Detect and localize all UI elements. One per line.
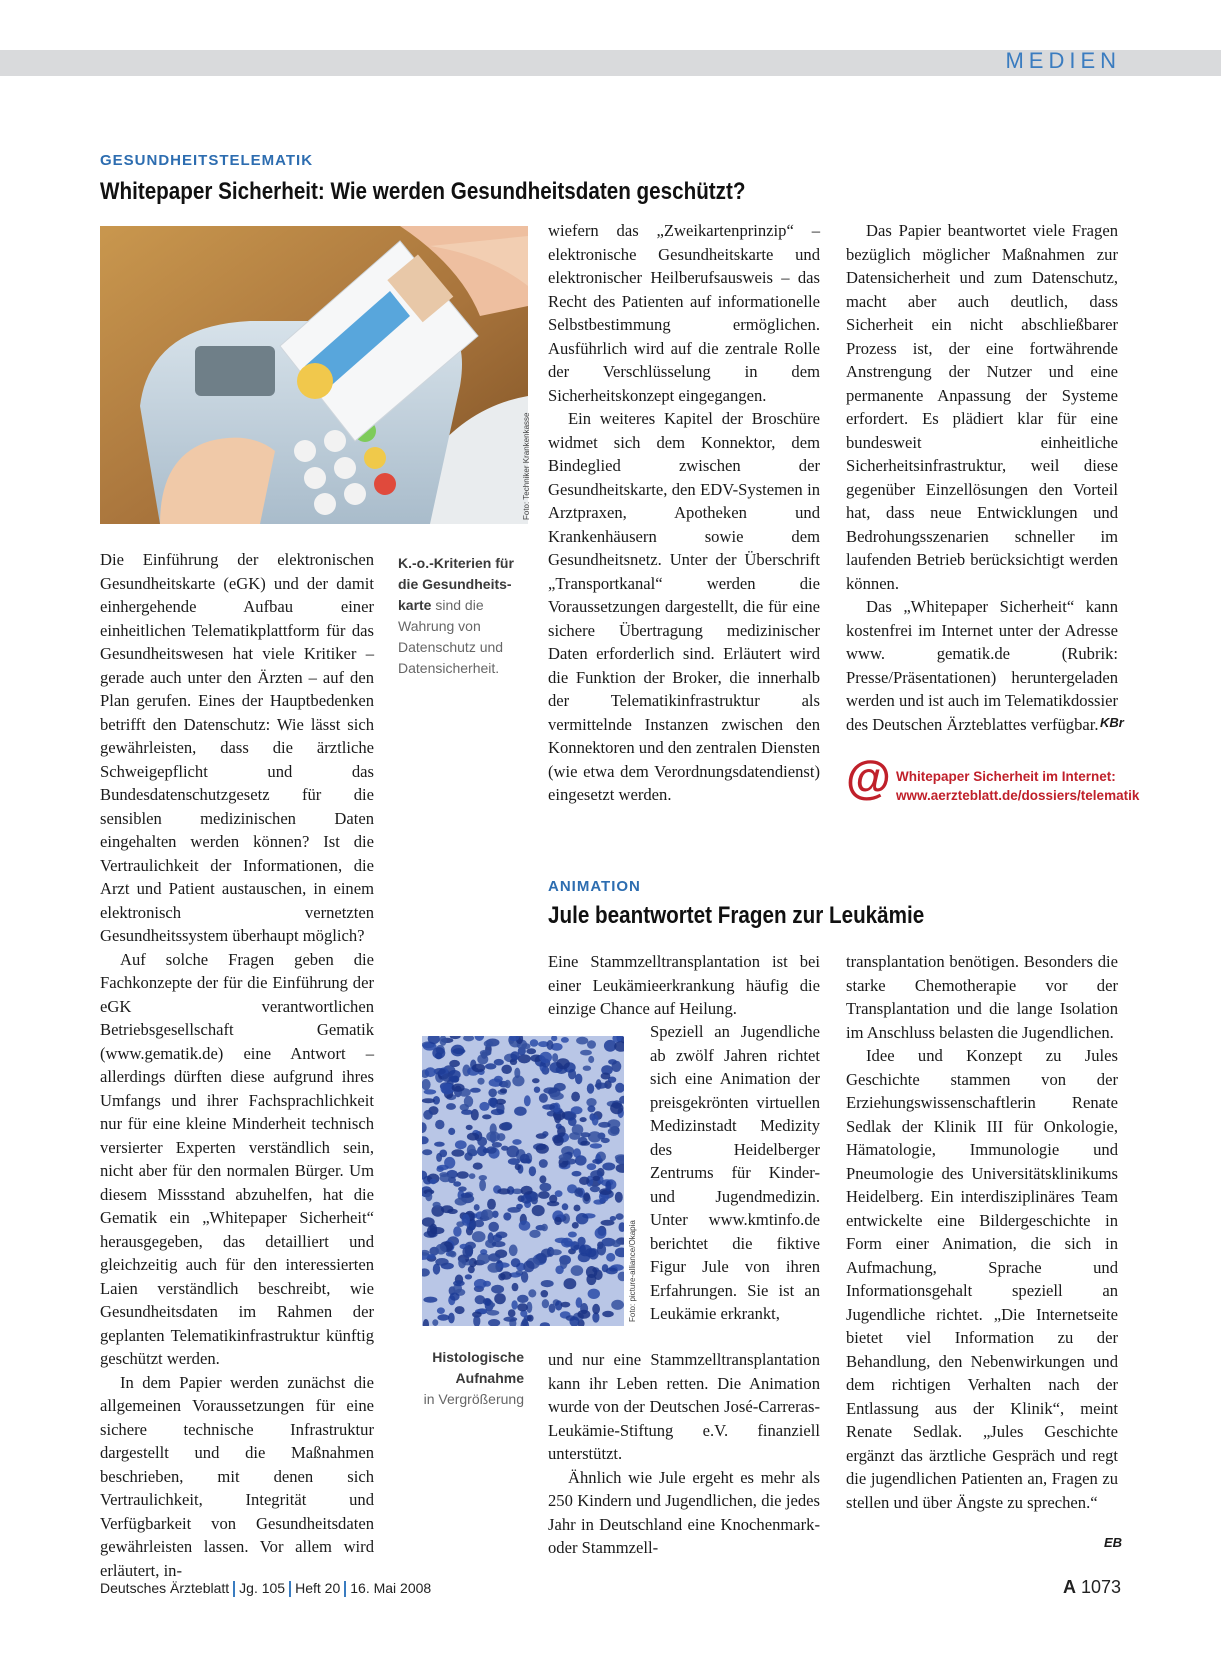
article1-column-2	[548, 219, 820, 807]
article2-column-2-bottom	[548, 1348, 820, 1560]
article2-photo-credit: Foto: picture-alliance/Okapia	[628, 1220, 637, 1322]
page-prefix: A	[1062, 1577, 1076, 1597]
issue: Heft 20	[295, 1580, 341, 1596]
article2-signature: EB	[1104, 1535, 1123, 1550]
caption-emphasis: Histologische Aufnahme	[432, 1349, 524, 1386]
article1-kicker: GESUNDHEITSTELEMATIK	[100, 152, 314, 169]
article1-column-1	[100, 548, 374, 1582]
volume: Jg. 105	[239, 1580, 286, 1596]
article2-kicker: ANIMATION	[548, 878, 641, 895]
paragraph: Die Einführung der elektronischen Gesundheitskarte (eGK) und der damit einhergehende Aufbau einer einheitlichen Telematikplattform für das Gesundheitswesen hat viele Kritiker – gerade auch unter den Ärzten – auf den Plan gerufen. Eines der Hauptbedenken betrifft den Datenschutz: Wie lässt sich gewährleisten, dass die ärztliche Schweigepflicht und das Bundesdatenschutzgesetz für die sensiblen medizinischen Daten eingehalten werden können? Ist die Vertraulichkeit der Informationen, die Arzt und Patient austauschen, in einem elektronisch vernetzten Gesundheitssystem überhaupt möglich?	[100, 550, 374, 945]
web-link-url[interactable]: www.aerzteblatt.de/dossiers/telematik	[896, 788, 1140, 803]
paragraph: Das „Whitepaper Sicherheit“ kann kostenfrei im Internet unter der Adresse www. gematik.de (Rubrik: Presse/Präsentationen) heruntergeladen werden und ist auch im Telematikdossier des Deutschen Ärzteblattes verfügbar.	[846, 597, 1118, 734]
article1-signature: KBr	[1100, 715, 1124, 730]
paragraph: Das Papier beantwortet viele Fragen bezüglich möglicher Maßnahmen zur Datensicherheit und zum Datenschutz, macht aber auch deutlich, dass Sicherheit ein nicht abschließbarer Prozess ist, der eine fortwährende Anstrengung der Nutzer und eine permanente Anpassung der Systeme erfordert. Es plädiert klar für eine bundesweit einheitliche Sicherheitsinfrastruktur, weil diese gegenüber Einzellösungen den Vorteil hat, dass neue Entwicklungen und Bedrohungsszenarien schneller im laufenden Betrieb berücksichtigt werden können.	[846, 221, 1118, 593]
paragraph: Ein weiteres Kapitel der Broschüre widmet sich dem Konnektor, dem Bindeglied zwischen der Gesundheitskarte, den EDV-Systemen in Arztpraxen, Apotheken und Krankenhäusern sowie dem Gesundheitsnetz. Unter der Überschrift „Transportkanal“ werden die Voraussetzungen dargestellt, die für eine sichere Übertragung medizinischer Daten erforderlich sind. Erläutert wird die Funktion der Broker, die innerhalb der Telematikinfrastruktur als vermittelnde Instanzen zwischen den Konnektoren und den zentralen Diensten (wie etwa dem Verordnungsdatendienst) eingesetzt werden.	[548, 409, 820, 804]
footer-citation	[100, 1580, 431, 1597]
section-label: MEDIEN	[1005, 48, 1121, 73]
article2-column-3	[846, 950, 1118, 1514]
separator	[344, 1581, 346, 1597]
health-card-photo	[100, 226, 528, 524]
separator	[289, 1581, 291, 1597]
page-number-value: 1073	[1080, 1577, 1121, 1597]
paragraph: transplantation benötigen. Besonders die starke Chemotherapie vor der Transplantation und die lange Isolation im Anschluss belasten die Jugendlichen.	[846, 952, 1118, 1042]
caption-text: sind die Wahrung von Datenschutz und Datensicherheit.	[398, 597, 504, 676]
page-number	[1063, 1577, 1121, 1598]
article1-column-3	[846, 219, 1118, 736]
article2-column-2-top	[548, 950, 820, 1021]
paragraph: Eine Stammzelltransplantation ist bei einer Leukämieerkrankung häufig die einzige Chance auf Heilung.	[548, 952, 820, 1018]
at-icon: @	[846, 751, 891, 803]
article2-headline: Jule beantwortet Fragen zur Leukämie	[548, 902, 925, 929]
paragraph: Speziell an Jugendliche ab zwölf Jahren richtet sich eine Animation der preisgekrönten virtuellen Medizinstadt Medizity des Heidelberger Zentrums für Kinder- und Jugendmedizin. Unter www.kmtinfo.de berichtet die fiktive Figur Jule von ihren Erfahrungen. Sie ist an Leukämie erkrankt,	[650, 1022, 820, 1323]
article1-photo-credit: Foto: Techniker Krankenkasse	[522, 412, 531, 520]
issue-date: 16. Mai 2008	[350, 1580, 432, 1596]
paragraph: Idee und Konzept zu Jules Geschichte stammen von der Erziehungswissenschaftlerin Renate Sedlak der Klinik III für Onkologie, Hämatologie, Immunologie und Pneumologie des Universitätsklinikums Heidelberg. Ein interdisziplinäres Team entwickelte eine Bildergeschichte in Form einer Animation, die sich in Aufmachung, Sprache und Informationsgehalt speziell an Jugendliche richtet. „Die Internetseite bietet viel Information zu der Behandlung, den Nebenwirkungen und dem richtigen Verhalten nach der Entlassung aus der Klinik“, meint Renate Sedlak. „Jules Geschichte ergänzt das ärztliche Gespräch und regt die jugendlichen Patienten an, Fragen zu stellen und über Ängste zu sprechen.“	[846, 1046, 1118, 1512]
paragraph: wiefern das „Zweikartenprinzip“ – elektronische Gesundheitskarte und elektronischer Heilberufsausweis – das Recht des Patienten auf informationelle Selbstbestimmung ermöglichen. Ausführlich wird auf die zentrale Rolle der Verschlüsselung in dem Sicherheitskonzept eingegangen.	[548, 221, 820, 405]
separator	[233, 1581, 235, 1597]
caption-text: in Vergrößerung	[423, 1391, 524, 1407]
web-link-label: Whitepaper Sicherheit im Internet:	[896, 769, 1116, 784]
paragraph: und nur eine Stammzelltransplantation kann ihr Leben retten. Die Animation wurde von der Deutschen José-Carreras-Leukämie-Stiftung e.V. finanziell unterstützt.	[548, 1350, 820, 1463]
paragraph: Ähnlich wie Jule ergeht es mehr als 250 Kindern und Jugendlichen, die jedes Jahr in Deutschland eine Knochenmark- oder Stammzell-	[548, 1467, 820, 1557]
journal-name: Deutsches Ärzteblatt	[100, 1580, 230, 1596]
paragraph: Auf solche Fragen geben die Fachkonzepte der für die Einführung der eGK verantwortlichen Betriebsgesellschaft Gematik (www.gematik.de) eine Antwort – allerdings dürften diese aufgrund ihres Umfangs und ihrer Fachsprachlichkeit nur für eine kleine Minderheit technisch versierter Experten verständlich sein, nicht aber für den normalen Bürger. Um diesem Missstand abzuhelfen, hat die Gematik ein „Whitepaper Sicherheit“ herausgegeben, das detailliert und gleichzeitig auch für den interessierten Laien verständlich beschreibt, wie Gesundheitsdaten im Rahmen der geplanten Telematikinfrastruktur künftig geschützt werden.	[100, 949, 374, 1368]
web-link-box[interactable]	[896, 767, 1140, 805]
article1-caption	[398, 553, 526, 679]
article1-headline: Whitepaper Sicherheit: Wie werden Gesundheitsdaten geschützt?	[100, 178, 746, 205]
article2-caption	[408, 1347, 524, 1410]
paragraph: In dem Papier werden zunächst die allgemeinen Voraussetzungen für eine sichere technische Infrastruktur dargestellt und die Maßnahmen beschrieben, mit denen sich Vertraulichkeit, Integrität und Verfügbarkeit von Gesundheitsdaten gewährleisten lassen. Vor allem wird erläutert, in-	[100, 1372, 374, 1580]
caption-emphasis: K.-o.-Kriterien für die Gesundheits-karte	[398, 555, 514, 613]
histology-photo	[422, 1036, 624, 1326]
article2-column-2-wrap	[650, 1020, 820, 1326]
